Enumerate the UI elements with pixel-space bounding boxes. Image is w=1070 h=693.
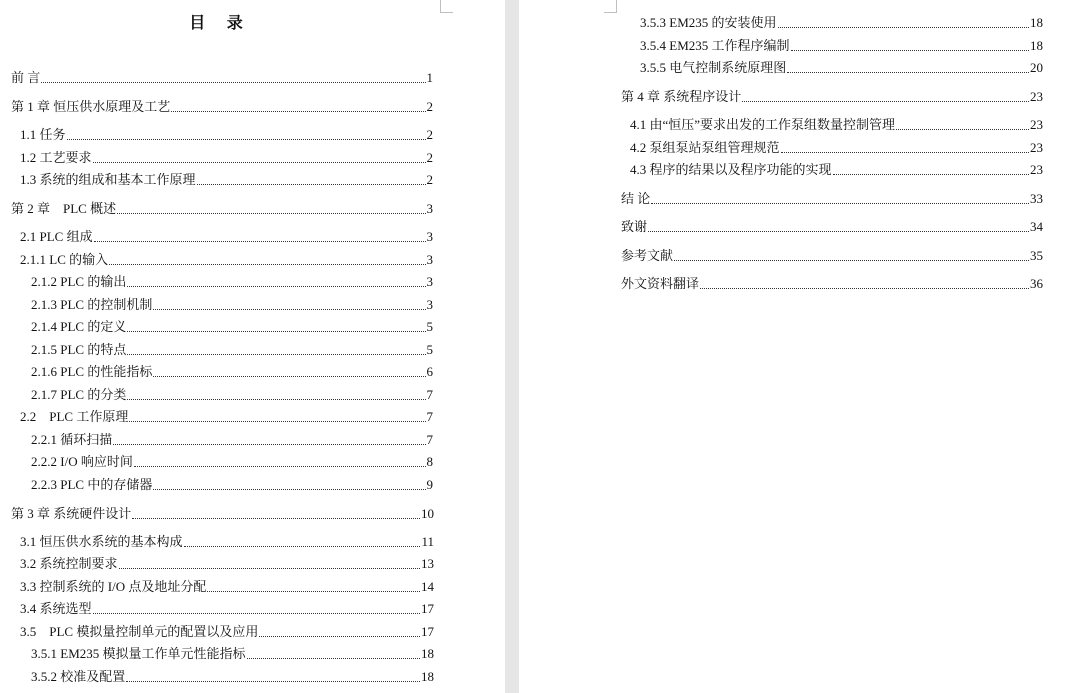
document-page-left <box>0 0 505 693</box>
toc-entry-title: 第 2 章 PLC 概述 <box>11 201 117 216</box>
corner-mark-top-right <box>440 0 453 13</box>
toc-entry-page-number: 7 <box>426 432 433 447</box>
toc-entry-title: 1.2 工艺要求 <box>20 150 92 165</box>
toc-entry-page-number: 33 <box>1030 191 1043 206</box>
toc-entry-title: 3.5.5 电气控制系统原理图 <box>640 60 787 75</box>
toc-dot-leader <box>674 259 1029 261</box>
toc-entry-page-number: 23 <box>1030 140 1043 155</box>
toc-entry-page-number: 3 <box>426 229 433 244</box>
toc-entry[interactable] <box>20 601 434 617</box>
toc-entry[interactable] <box>640 38 1043 54</box>
toc-entry-title: 3.5.1 EM235 模拟量工作单元性能指标 <box>31 646 246 661</box>
toc-dot-leader <box>247 657 420 659</box>
toc-entry[interactable] <box>20 252 433 268</box>
toc-entry-title: 3.5.4 EM235 工作程序编制 <box>640 38 790 53</box>
toc-entry[interactable] <box>20 229 433 245</box>
toc-entry-title: 2.1.2 PLC 的输出 <box>31 274 127 289</box>
toc-entry-title: 2.2.2 I/O 响应时间 <box>31 454 133 469</box>
toc-entry[interactable] <box>20 579 434 595</box>
toc-entry[interactable] <box>20 409 433 425</box>
toc-entry[interactable] <box>621 89 1043 105</box>
toc-title: 目 录 <box>189 13 251 32</box>
toc-entry[interactable] <box>31 669 434 685</box>
toc-dot-leader <box>134 465 426 467</box>
toc-entry[interactable] <box>630 162 1043 178</box>
toc-entry[interactable] <box>31 387 433 403</box>
toc-entry[interactable] <box>31 477 433 493</box>
toc-entry[interactable] <box>20 534 434 550</box>
toc-entry-title: 3.3 控制系统的 I/O 点及地址分配 <box>20 579 207 594</box>
toc-entry-title: 2.1.1 LC 的输入 <box>20 252 109 267</box>
toc-entry[interactable] <box>640 15 1043 31</box>
toc-entry-page-number: 18 <box>421 646 434 661</box>
toc-dot-leader <box>127 330 425 332</box>
toc-dot-leader <box>742 100 1029 102</box>
toc-entry-title: 3.5.2 校准及配置 <box>31 669 126 684</box>
toc-entry-page-number: 2 <box>426 150 433 165</box>
toc-dot-leader <box>67 138 426 140</box>
toc-dot-leader <box>833 173 1029 175</box>
toc-dot-leader <box>127 285 425 287</box>
toc-entry-page-number: 3 <box>426 201 433 216</box>
toc-entry-title: 2.1.4 PLC 的定义 <box>31 319 127 334</box>
toc-entry[interactable] <box>20 556 434 572</box>
toc-entry[interactable] <box>31 454 433 470</box>
toc-entry-title: 结 论 <box>621 191 651 206</box>
toc-entry-page-number: 3 <box>426 297 433 312</box>
toc-entry-page-number: 6 <box>426 364 433 379</box>
toc-entry-page-number: 17 <box>421 624 434 639</box>
toc-entry-page-number: 23 <box>1030 89 1043 104</box>
toc-dot-leader <box>129 420 425 422</box>
toc-entry[interactable] <box>20 127 433 143</box>
toc-dot-leader <box>153 488 425 490</box>
toc-entry[interactable] <box>20 624 434 640</box>
toc-entry-title: 前 言 <box>11 70 41 85</box>
toc-entry[interactable] <box>640 60 1043 76</box>
toc-dot-leader <box>648 230 1029 232</box>
toc-entry-page-number: 7 <box>426 409 433 424</box>
toc-entry-title: 2.2.3 PLC 中的存储器 <box>31 477 153 492</box>
toc-entry-title: 3.5 PLC 模拟量控制单元的配置以及应用 <box>20 624 259 639</box>
toc-dot-leader <box>93 612 420 614</box>
toc-dot-leader <box>700 287 1029 289</box>
toc-dot-leader <box>93 161 426 163</box>
toc-entry-page-number: 23 <box>1030 117 1043 132</box>
toc-entry-title: 外文资料翻译 <box>621 276 700 291</box>
toc-entry[interactable] <box>621 191 1043 207</box>
toc-entry[interactable] <box>11 506 434 522</box>
toc-entry-title: 2.1.5 PLC 的特点 <box>31 342 127 357</box>
toc-dot-leader <box>113 443 425 445</box>
toc-entry-title: 2.1.7 PLC 的分类 <box>31 387 127 402</box>
toc-entry[interactable] <box>11 70 433 86</box>
toc-entry-page-number: 8 <box>426 454 433 469</box>
toc-entry-title: 第 1 章 恒压供水原理及工艺 <box>11 99 171 114</box>
toc-entry-page-number: 9 <box>426 477 433 492</box>
toc-entry-page-number: 2 <box>426 127 433 142</box>
toc-entry-page-number: 1 <box>426 70 433 85</box>
toc-entry-title: 2.2.1 循环扫描 <box>31 432 113 447</box>
toc-dot-leader <box>126 680 420 682</box>
toc-entry[interactable] <box>31 319 433 335</box>
toc-dot-leader <box>119 567 420 569</box>
toc-entry-page-number: 14 <box>421 579 434 594</box>
toc-entry-title: 1.1 任务 <box>20 127 66 142</box>
toc-entry-page-number: 17 <box>421 601 434 616</box>
toc-dot-leader <box>132 517 420 519</box>
toc-dot-leader <box>41 81 425 83</box>
toc-dot-leader <box>153 308 425 310</box>
toc-entry-title: 4.3 程序的结果以及程序功能的实现 <box>630 162 832 177</box>
toc-entry-page-number: 18 <box>421 669 434 684</box>
toc-dot-leader <box>651 202 1029 204</box>
toc-dot-leader <box>109 263 425 265</box>
toc-entry[interactable] <box>31 297 433 313</box>
toc-dot-leader <box>259 635 420 637</box>
toc-entry-page-number: 18 <box>1030 38 1043 53</box>
toc-entry-title: 致谢 <box>621 219 648 234</box>
toc-dot-leader <box>171 110 425 112</box>
toc-entry-page-number: 5 <box>426 319 433 334</box>
toc-dot-leader <box>778 26 1029 28</box>
toc-entry[interactable] <box>621 248 1043 264</box>
toc-entry-page-number: 20 <box>1030 60 1043 75</box>
toc-dot-leader <box>153 375 425 377</box>
toc-entry-page-number: 23 <box>1030 162 1043 177</box>
toc-entry[interactable] <box>20 150 433 166</box>
toc-entry-title: 3.2 系统控制要求 <box>20 556 118 571</box>
corner-mark-top-left <box>604 0 617 13</box>
toc-entry-page-number: 2 <box>426 172 433 187</box>
toc-entry[interactable] <box>31 646 434 662</box>
toc-entry[interactable] <box>31 274 433 290</box>
toc-entry-page-number: 10 <box>421 506 434 521</box>
toc-entry-page-number: 7 <box>426 387 433 402</box>
toc-entry[interactable] <box>31 364 433 380</box>
toc-entry-page-number: 3 <box>426 274 433 289</box>
document-page-right <box>519 0 1070 693</box>
toc-entry-page-number: 18 <box>1030 15 1043 30</box>
toc-dot-leader <box>896 128 1029 130</box>
toc-dot-leader <box>781 151 1029 153</box>
toc-entry-title: 3.1 恒压供水系统的基本构成 <box>20 534 183 549</box>
toc-entry-title: 1.3 系统的组成和基本工作原理 <box>20 172 196 187</box>
toc-entry-title: 第 3 章 系统硬件设计 <box>11 506 132 521</box>
toc-entry-page-number: 34 <box>1030 219 1043 234</box>
toc-entry[interactable] <box>630 117 1043 133</box>
toc-entry[interactable] <box>31 342 433 358</box>
toc-entry-title: 4.1 由“恒压”要求出发的工作泵组数量控制管理 <box>630 117 896 132</box>
toc-entry[interactable] <box>621 219 1043 235</box>
toc-entry-title: 3.4 系统选型 <box>20 601 92 616</box>
toc-entry-page-number: 13 <box>421 556 434 571</box>
toc-dot-leader <box>127 398 425 400</box>
toc-entry-title: 3.5.3 EM235 的安装使用 <box>640 15 777 30</box>
toc-dot-leader <box>197 183 426 185</box>
toc-entry-title: 参考文献 <box>621 248 674 263</box>
toc-dot-leader <box>117 212 425 214</box>
toc-entry-title: 4.2 泵组泵站泵组管理规范 <box>630 140 780 155</box>
toc-entry-page-number: 3 <box>426 252 433 267</box>
toc-dot-leader <box>787 71 1029 73</box>
toc-entry[interactable] <box>630 140 1043 156</box>
toc-entry-page-number: 2 <box>426 99 433 114</box>
toc-entry[interactable] <box>11 201 433 217</box>
toc-entry-title: 2.1.6 PLC 的性能指标 <box>31 364 153 379</box>
toc-dot-leader <box>94 240 426 242</box>
toc-entry[interactable] <box>621 276 1043 292</box>
toc-dot-leader <box>127 353 425 355</box>
toc-entry-title: 2.2 PLC 工作原理 <box>20 409 129 424</box>
toc-dot-leader <box>184 545 421 547</box>
toc-entry-title: 2.1.3 PLC 的控制机制 <box>31 297 153 312</box>
toc-dot-leader <box>207 590 420 592</box>
toc-entry[interactable] <box>11 99 433 115</box>
toc-entry-page-number: 36 <box>1030 276 1043 291</box>
toc-entry-title: 2.1 PLC 组成 <box>20 229 93 244</box>
toc-entry-page-number: 5 <box>426 342 433 357</box>
toc-entry-page-number: 35 <box>1030 248 1043 263</box>
toc-entry-page-number: 11 <box>421 534 434 549</box>
toc-entry[interactable] <box>31 432 433 448</box>
toc-entry[interactable] <box>20 172 433 188</box>
toc-dot-leader <box>791 49 1029 51</box>
toc-entry-title: 第 4 章 系统程序设计 <box>621 89 742 104</box>
